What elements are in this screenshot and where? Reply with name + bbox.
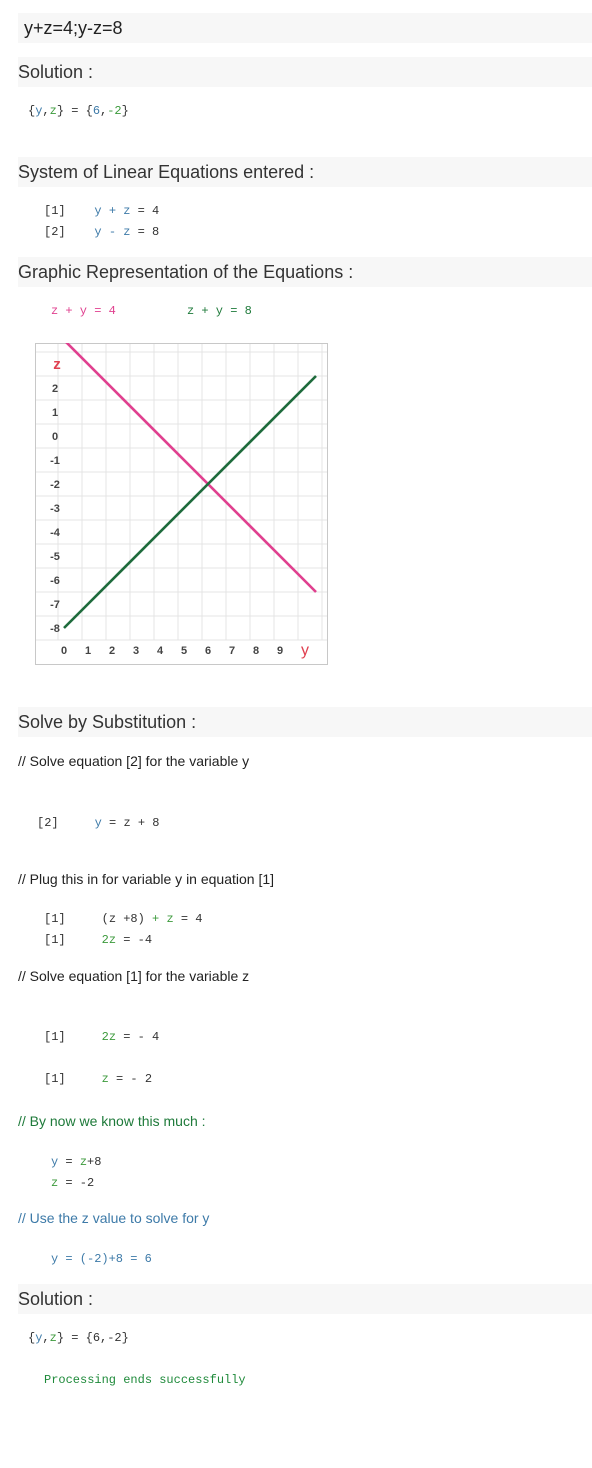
- x-tick-label: 5: [180, 645, 188, 657]
- comment-use-z: // Use the z value to solve for y: [18, 1210, 210, 1226]
- legend-eq-1: z + y = 4: [51, 304, 116, 318]
- equation-graph: [35, 343, 328, 665]
- x-axis-label: y: [301, 642, 309, 659]
- x-tick-label: 3: [132, 645, 140, 657]
- solution-heading: Solution :: [18, 62, 94, 82]
- y-tick-label: -5: [50, 551, 60, 563]
- y-tick-label: -3: [50, 503, 60, 515]
- comment-known: // By now we know this much :: [18, 1113, 206, 1129]
- known-z: z = -2: [51, 1176, 95, 1190]
- step-plug-2: [1] 2z = -4: [44, 933, 153, 947]
- step-y-isolated: [2] y = z + 8: [37, 816, 160, 830]
- solution-line: {y,z} = {6,-2}: [28, 104, 129, 118]
- x-tick-label: 8: [252, 645, 260, 657]
- query-bar: [18, 13, 592, 43]
- step-z-1: [1] 2z = - 4: [44, 1030, 160, 1044]
- comment-solve-z: // Solve equation [1] for the variable z: [18, 968, 250, 984]
- solution-footer-header: [18, 1284, 592, 1314]
- step-plug-1: [1] (z +8) + z = 4: [44, 912, 203, 926]
- x-tick-label: 1: [84, 645, 92, 657]
- solution-footer-heading: Solution :: [18, 1289, 94, 1309]
- substitution-header: [18, 707, 592, 737]
- y-tick-label: -2: [50, 479, 60, 491]
- y-tick-label: 2: [51, 383, 59, 395]
- y-axis-label: z: [53, 356, 61, 373]
- comment-plug-in: // Plug this in for variable y in equation [1]: [18, 871, 275, 887]
- x-tick-label: 9: [276, 645, 284, 657]
- system-row-1: [1] y + z = 4: [44, 204, 160, 218]
- graphic-header: [18, 257, 592, 287]
- graphic-heading: Graphic Representation of the Equations :: [18, 262, 354, 282]
- legend-eq-2: z + y = 8: [187, 304, 252, 318]
- step-z-2: [1] z = - 2: [44, 1072, 153, 1086]
- y-tick-label: 0: [51, 431, 59, 443]
- system-row-2: [2] y - z = 8: [44, 225, 160, 239]
- y-tick-label: -4: [50, 527, 60, 539]
- solution-footer-line: {y,z} = {6,-2}: [28, 1331, 129, 1345]
- query-text: y+z=4;y-z=8: [24, 18, 123, 38]
- y-tick-label: -1: [50, 455, 60, 467]
- y-tick-label: 1: [51, 407, 59, 419]
- processing-status: Processing ends successfully: [44, 1373, 246, 1387]
- substitution-heading: Solve by Substitution :: [18, 712, 197, 732]
- known-y: y = z+8: [51, 1155, 102, 1169]
- final-y: y = (-2)+8 = 6: [51, 1252, 152, 1266]
- y-tick-label: -6: [50, 575, 60, 587]
- y-tick-label: -7: [50, 599, 60, 611]
- comment-solve-y: // Solve equation [2] for the variable y: [18, 753, 250, 769]
- system-header: [18, 157, 592, 187]
- x-tick-label: 2: [108, 645, 116, 657]
- y-tick-label: -8: [50, 623, 60, 635]
- solution-header: [18, 57, 592, 87]
- x-tick-label: 7: [228, 645, 236, 657]
- system-heading: System of Linear Equations entered :: [18, 162, 315, 182]
- x-tick-label: 4: [156, 645, 164, 657]
- x-tick-label: 0: [60, 645, 68, 657]
- x-tick-label: 6: [204, 645, 212, 657]
